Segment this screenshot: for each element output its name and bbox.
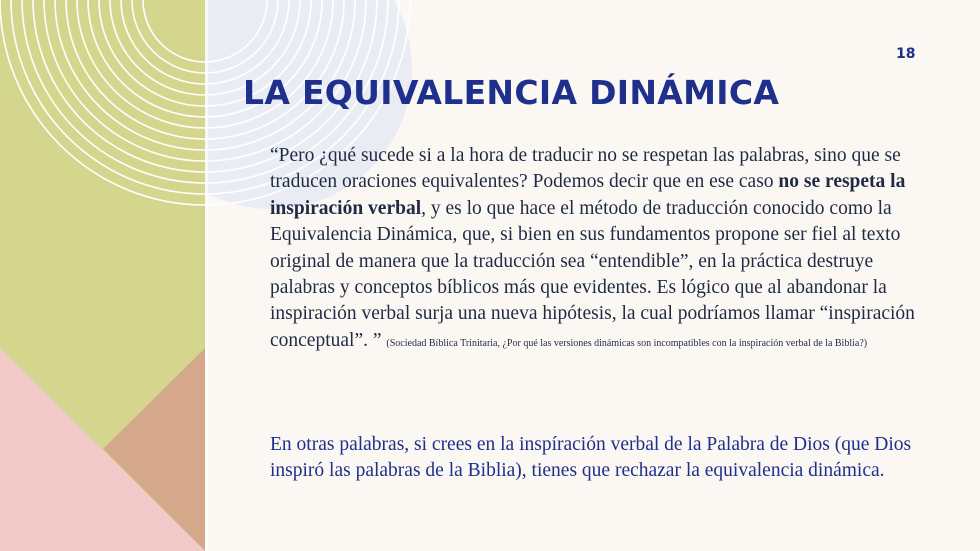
conclusion-paragraph: En otras palabras, si crees en la inspíración verbal de la Palabra de Dios (que Dios inspiró las palabras de la Biblia), tienes que rechazar la equivalencia dinámica. — [270, 434, 912, 482]
quote-source-citation: (Sociedad Bíblica Trinitaria, ¿Por qué las versiones dinámicas son incompatibles con la inspiración verbal de la Biblia?) — [386, 337, 868, 349]
quote-paragraph — [270, 143, 920, 354]
quote-text-end: , y es lo que hace el método de traducción conocido como la Equivalencia Dinámica, que, si bien en sus fundamentos propone ser fiel al texto original de manera que la traducción sea “entendible”, en la práctica destruye palabras y conceptos bíblicos más que evidentes. Es lógico que al abandonar la inspiración verbal surja una nueva hipótesis, la cual podríamos llamar “inspiración conceptual”. ” — [270, 197, 915, 351]
slide-number: 18 — [896, 46, 916, 62]
slide-title: LA EQUIVALENCIA DINÁMICA — [243, 73, 780, 112]
quote-text-start: “Pero ¿qué sucede si a la hora de traducir no se respetan las palabras, sino que se traducen oraciones equivalentes? Podemos decir que en ese caso — [270, 145, 901, 193]
quote-emphasis: no se respeta la inspiración verbal — [270, 171, 906, 219]
white-divider-strip — [205, 0, 208, 551]
